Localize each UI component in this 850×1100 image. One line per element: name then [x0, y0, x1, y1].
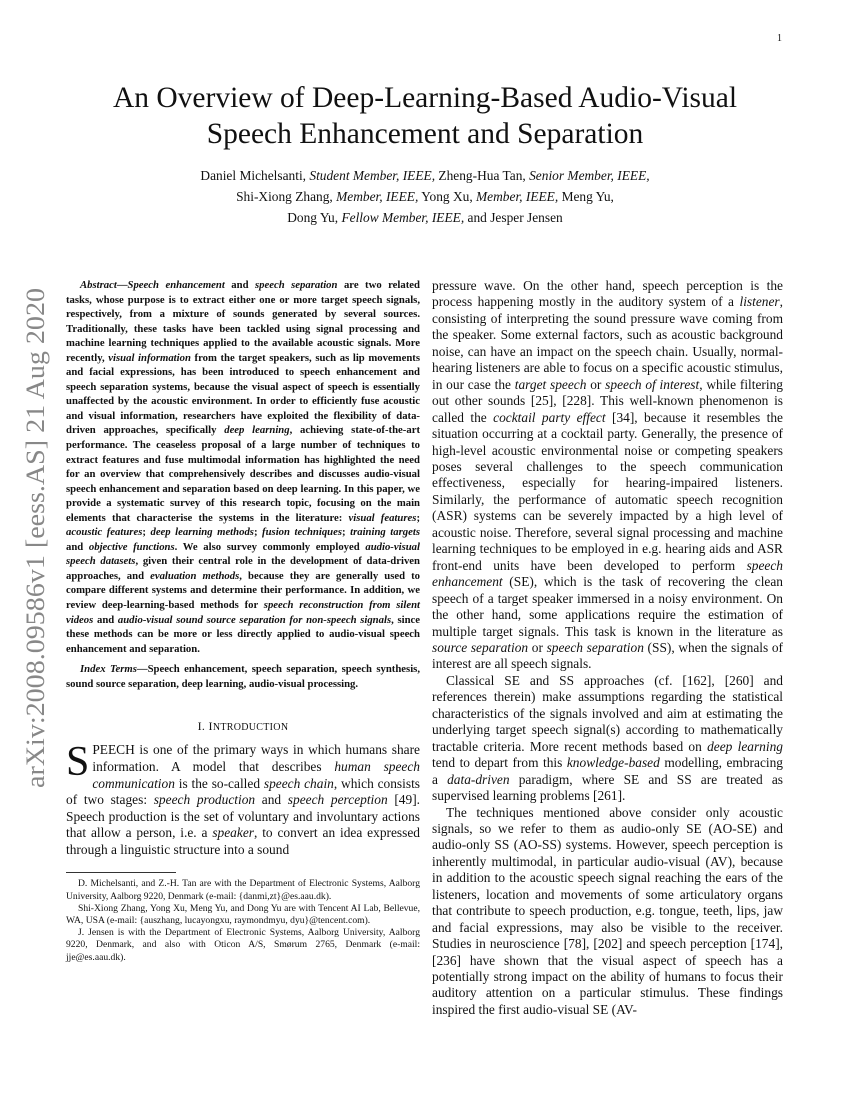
- title-line-2: Speech Enhancement and Separation: [206, 118, 644, 150]
- drop-cap: S: [66, 739, 90, 786]
- author-line-1: Daniel Michelsanti, Student Member, IEEE, Zheng-Hua Tan, Senior Member, IEEE,: [200, 168, 650, 183]
- author-line-3: Dong Yu, Fellow Member, IEEE, and Jesper Jensen: [287, 210, 563, 225]
- footnote-3: J. Jensen is with the Department of Electronic Systems, Aalborg University, Aalborg 9220, Denmark, and also with Oticon A/S, Smørum 2765, Denmark (e-mail: jje@es.aau.dk).: [66, 927, 420, 963]
- abstract: Abstract—Speech enhancement and speech separation are two related tasks, whose purpose is to extract either one or more target speech signals, respectively, from a mixture of sounds generated by several sources. Traditionally, these tasks have been tackled using signal processing and machine learning techniques applied to the available acoustic signals. More recently, visual information from the target speakers, such as lip movements and facial expressions, has been introduced to speech enhancement and speech separation systems, because the visual aspect of speech is essentially unaffected by the acoustic environment. In order to efficiently fuse acoustic and visual information, researchers have exploited the flexibility of data-driven approaches, specifically deep learning, achieving state-of-the-art performance. The ceaseless proposal of a large number of techniques to extract features and fuse multimodal information has highlighted the need for an overview that comprehensively describes and discusses audio-visual speech enhancement and separation based on deep learning. In this paper, we provide a systematic survey of this research topic, focusing on the main elements that characterise the systems in the literature: visual features; acoustic features; deep learning methods; fusion techniques; training targets and objective functions. We also survey commonly employed audio-visual speech datasets, given their central role in the development of data-driven approaches, and evaluation methods, because they are generally used to compare different systems and determine their performance. In addition, we review deep-learning-based methods for speech reconstruction from silent videos and audio-visual sound source separation for non-speech signals, since these methods can be more or less directly applied to audio-visual speech enhancement and separation.: [66, 279, 421, 655]
- footnote-rule: [66, 872, 176, 873]
- intro-paragraph: SPEECH is one of the primary ways in which humans share information. A model that describes human speech communication is the so-called speech chain, which consists of two stages: speech production and speech perception [49]. Speech production is the set of voluntary and involuntary actions that allow a person, i.e. a speaker, to convert an idea expressed through a linguistic structure into a sound: [66, 739, 421, 857]
- author-line-2: Shi-Xiong Zhang, Member, IEEE, Yong Xu, Member, IEEE, Meng Yu,: [236, 189, 614, 204]
- right-paragraph-1: pressure wave. On the other hand, speech perception is the process happening mostly in the auditory system of a listener, consisting of interpreting the sound pressure wave coming from the speaker. Some external factors, such as acoustic background noise, can have an impact on the speech chain. Usually, normal-hearing listeners are able to focus on a specific acoustic stimulus, in our case the target speech or speech of interest, while filtering out other sounds [25], [228]. This well-known phenomenon is called the cocktail party effect [34], because it resembles the situation occurring at a cocktail party. Generally, the presence of high-level acoustic environmental noise or competing speakers poses several challenges to the speech communication effectiveness, especially for hearing-impaired listeners. Similarly, the performance of automatic speech recognition (ASR) systems can be severely impacted by a high level of acoustic noise. Therefore, several signal processing and machine learning techniques to be employed in e.g. hearing aids and ASR front-end units have been developed to perform speech enhancement (SE), which is the task of recovering the clean speech of a target speaker immersed in a noisy environment. On the other hand, some applications require the estimation of multiple target signals. This task is known in the literature as source separation or speech separation (SS), when the signals of interest are all speech signals.: [432, 278, 783, 672]
- right-paragraph-3: The techniques mentioned above consider only acoustic signals, so we refer to them as audio-only SE (AO-SE) and audio-only SS (AO-SS) systems. However, speech perception is inherently multimodal, in particular audio-visual (AV), because in addition to the acoustic speech signal reaching the ears of the listeners, location and movements of some articulatory organs that contribute to speech production, e.g. tongue, teeth, lips, jaw and facial expressions, may also be visible to the receiver. Studies in neuroscience [78], [202] and speech perception [174], [236] have shown that the visual aspect of speech has a potentially strong impact on the ability of humans to focus their auditory attention on a particular stimulus. These findings inspired the first audio-visual SE (AV-: [432, 804, 783, 1017]
- right-paragraph-2: Classical SE and SS approaches (cf. [162], [260] and references therein) make assumptions regarding the statistical characteristics of the signals involved and aim at estimating the underlying target speech signal(s) according to mathematically tractable criteria. More recent methods based on deep learning tend to depart from this knowledge-based modelling, embracing a data-driven paradigm, where SE and SS are treated as supervised learning problems [261].: [432, 672, 784, 804]
- author-list: [90, 165, 760, 228]
- index-terms: Index Terms—Speech enhancement, speech separation, speech synthesis, sound source separation, deep learning, audio-visual processing.: [66, 663, 420, 690]
- right-column: [432, 278, 783, 1018]
- section-heading-introduction: I. INTRODUCTION: [197, 719, 289, 734]
- arxiv-identifier-stamp: [6, 283, 56, 793]
- paper-title: [40, 80, 810, 152]
- page-number: 1: [777, 33, 782, 44]
- footnote-2: Shi-Xiong Zhang, Yong Xu, Meng Yu, and Dong Yu are with Tencent AI Lab, Bellevue, WA, USA (e-mail: {auszhang, lucayongxu, raymondmyu, dyu}@tencent.com).: [66, 902, 420, 927]
- arxiv-identifier-text: arXiv:2008.09586v1 [eess.AS] 21 Aug 2020: [21, 324, 50, 788]
- footnote-1: D. Michelsanti, and Z.-H. Tan are with the Department of Electronic Systems, Aalborg University, Aalborg 9220, Denmark (e-mail: {danmi,zt}@es.aau.dk).: [66, 878, 420, 902]
- left-column: [66, 278, 420, 964]
- title-line-1: An Overview of Deep-Learning-Based Audio-Visual: [112, 82, 738, 114]
